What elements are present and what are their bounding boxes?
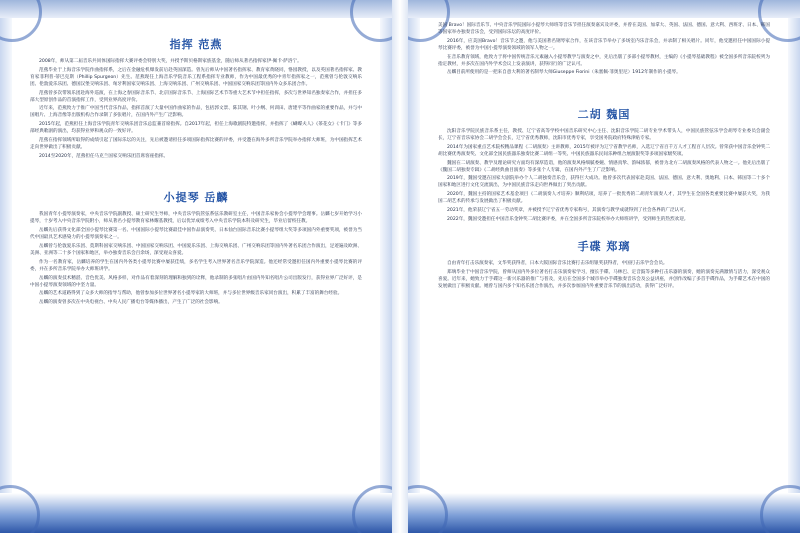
bio-paragraph: 范燕在指挥领域所取得的成绩引起了国际乐坛的关注，先后被邀请担任多项国际指挥比赛的评委，并受邀在海外多所音乐学院举办指挥大师班，为中国指挥艺术走向世界做出了积极贡献。 xyxy=(30,137,362,150)
bio-paragraph: 近年来，范燕致力于推广中国当代音乐作品，指挥首演了大量中国作曲家的作品，包括郭文景、陈其钢、叶小纲、何训田、唐建平等作曲家的重要作品，并与中国唱片、上海音像等出版机构合作录制了多张唱片，在国内外产生广泛影响。 xyxy=(30,106,362,119)
section-spacer xyxy=(30,161,362,183)
bio-paragraph: 美国 Bravo！国际音乐节、中央音乐学院国际小提琴大师班等音乐节担任演奏嘉宾及评委，并曾在美国、加拿大、英国、法国、德国、意大利、西班牙、日本、韩国等国家举办独奏音乐会，受到国际乐坛的高度评价。 xyxy=(438,23,770,36)
ornamental-border-top xyxy=(408,0,800,18)
ornamental-border-top xyxy=(0,0,392,18)
bio-paragraph: 2022年，魏国受邀担任中国音乐金钟奖二胡比赛评委，并在全国多所音乐院校举办大师班讲学，受到师生的热烈欢迎。 xyxy=(447,216,689,222)
bio-paragraph: 2016年，应美国Bravo！音乐节之邀，他与美国著名钢琴家合作，在该音乐节举办了多场室内乐音乐会，并录制了相关唱片。同年，他受邀担任中国国际小提琴比赛评委，被誉为中国小提琴演奏领域的领军人物之一。 xyxy=(438,38,770,51)
bio-paragraph: 2019年，魏国受邀在国家大剧院举办个人二胡独奏音乐会，获得巨大成功。他曾多次代表国家赴美国、法国、德国、意大利、奥地利、日本、韩国等二十多个国家和地区进行文化交流演出，为中国民族音乐走向世界做出了突出贡献。 xyxy=(438,176,770,189)
bio-paragraph: 岳麟曾与伦敦爱乐乐团、莫斯科国家交响乐团、中国国家交响乐团、中国爱乐乐团、上海交响乐团、广州交响乐团等国内外著名乐团合作演出，足迹遍及欧洲、美洲、亚洲等二十多个国家和地区，举办独奏音乐会百余场，深受观众喜爱。 xyxy=(30,243,362,257)
right-page xyxy=(408,0,800,533)
bio-paragraph: 2014年为国家重点艺术院校精品课程《二胡演奏》主讲教师，2015年被评为辽宁省教学名师，入选辽宁省百千万人才工程百人层次。曾荣获中国音乐金钟奖二胡比赛优秀演奏奖、文化部全国民族器乐独奏比赛二胡组一等奖、中国民族器乐民间乐种组合展演银奖等多项国家级奖项。 xyxy=(438,144,770,157)
section-spacer xyxy=(438,78,770,100)
bio-paragraph: 我国青年小提琴演奏家，中央音乐学院副教授、硕士研究生导师，中央音乐学院管弦系弦乐教研室主任，中国音乐家协会小提琴学会理事。岳麟七岁开始学习小提琴，十岁考入中央音乐学院附小，师从著名小提琴教育家林耀基教授，后以优异成绩考入中央音乐学院本科及研究生，毕业后留校任教。 xyxy=(30,212,362,225)
ornamental-border-bottom xyxy=(408,493,800,533)
bio-paragraph: 岳麟的艺术道路得到了众多大师的指导与帮助，他曾参加多位世界著名小提琴家的大师班，并与多位世界级音乐家同台演出，积累了丰富的舞台经验。 xyxy=(39,291,343,297)
section-spacer xyxy=(438,224,770,232)
bio-paragraph: 2015年起，范燕担任上海音乐学院青年交响乐团音乐总监兼首席指挥。自2017年起，担任上海歌剧院特邀指挥，并指挥了《蝴蝶夫人》《茶花女》《卡门》等多部经典歌剧的演出，均获得业界和观众的一致好评。 xyxy=(30,122,362,135)
bio-paragraph: 沈阳音乐学院民族音乐系主任，教授、辽宁省高等学校中国音乐研究中心主任、沈阳音乐学院二胡专业学术带头人，中国民族管弦乐学会胡琴专业委员会副会长，辽宁省音乐家协会二胡学会会长，辽宁省优秀教师，沈阳市优秀专家，享受国务院政府特殊津贴专家。 xyxy=(438,129,770,142)
section-heading-erhu: 二胡 魏国 xyxy=(577,108,631,122)
bio-paragraph: 岳麟先后获得文化部全国小提琴比赛第一名、中国国际小提琴比赛最佳中国作品演奏奖、日本仙台国际音乐比赛小提琴组大奖等多项国内外重要奖项，被誉为当代中国最具艺术感染力的小提琴演奏家之一。 xyxy=(30,228,362,241)
bio-paragraph: 岳麟的演奏曾多次在中央电视台、中央人民广播电台等媒体播出，产生了广泛的社会影响。 xyxy=(39,299,223,305)
ornamental-border-right xyxy=(788,18,800,493)
bio-paragraph: 2008年，师从第二届音乐共同体国际指挥大赛评委会特别大奖，并授予斯贝格斯家族基金，随后师从著名指挥家伊·佩卡·萨洛宁。 xyxy=(39,59,302,64)
left-page-content xyxy=(30,22,362,491)
page-gutter xyxy=(392,0,408,533)
section-heading-violin: 小提琴 岳麟 xyxy=(163,191,229,205)
ornamental-border-left xyxy=(0,18,12,493)
bio-paragraph: 魏国在二胡演奏、教学及理论研究方面均有深厚造诣，他的演奏风格细腻委婉、情感真挚、韵味浓郁，被誉为北方二胡演奏风格的代表人物之一。他先后出版了《魏国二胡独奏专辑》《二胡经典曲目演奏》等多张个人专辑，在国内外产生了广泛影响。 xyxy=(438,160,770,173)
bio-paragraph: 郑璃毕业于中国音乐学院，曾师从国内外多位著名打击乐演奏家学习，擅长手碟、马林巴、定音鼓等多种打击乐器的演奏，她的演奏充满激情与活力，深受观众喜爱。近年来，她致力于手碟这一新兴乐器的推广与普及，先后在全国多个城市举办手碟独奏音乐会及公益讲座，并创作改编了多首手碟作品，为手碟艺术在中国的发展做出了积极贡献。她曾与国内多个知名乐团合作演出，并多次参加国内外重要音乐节的演出活动，获得广泛好评。 xyxy=(438,270,770,290)
bio-paragraph: 在音乐教育领域，他致力于将中国传统音乐元素融入小提琴教学与演奏之中，先后出版了多部小提琴教材，主编的《小提琴基础教程》被全国多所音乐院校列为指定教材，并多次在国内外学术会议上发表演讲，获得同行的广泛认可。 xyxy=(438,54,770,67)
right-page-content xyxy=(438,22,770,491)
left-page xyxy=(0,0,392,533)
bio-paragraph: 岳麟的演奏技术精湛、音色优美、风格多样，对作品有着深刻的理解和独到的诠释，他录制的多张唱片由国内外知名唱片公司出版发行，获得业界广泛好评，是中国小提琴演奏领域的中坚力量。 xyxy=(30,275,362,288)
section-heading-conductor: 指挥 范燕 xyxy=(169,38,223,51)
bio-paragraph: 2020年，魏国主持的国家艺术基金项目《二胡演奏人才培养》顺利结项，培养了一批优秀的二胡青年演奏人才，其学生在全国各类重要比赛中屡获大奖，为我国二胡艺术的传承与发展做出了积极贡献。 xyxy=(438,192,770,205)
ornamental-border-bottom xyxy=(0,493,392,533)
bio-paragraph: 2021年，他荣获辽宁省五一劳动奖章，并被授予辽宁省优秀专家称号，其演奏与教学成就得到了社会各界的广泛认可。 xyxy=(447,207,689,213)
bio-paragraph: 作为一名教育家，岳麟培养的学生在国内外各类小提琴比赛中屡获佳绩，多名学生考入世界著名音乐学院深造。他还经常受邀担任国内外重要小提琴比赛的评委，并在多所音乐学院举办大师班讲学。 xyxy=(30,259,362,272)
bio-paragraph: 自由青年打击乐演奏家，文华奖获得者，日本大阪国际音乐比赛打击乐组银奖获得者，中国打击乐学会会员。 xyxy=(447,261,668,267)
bio-paragraph: 2014至2020年，范燕担任马克兰国家交响乐团首席客座指挥。 xyxy=(39,153,169,159)
ornamental-border-right xyxy=(380,18,392,493)
bio-paragraph: 范燕曾多次带领乐团赴海外巡演，在上海之春国际音乐节、北京国际音乐节、上海国际艺术节等重大艺术节中担任指挥，多次与世界知名独奏家合作，并担任多部大型原创作品的首演指挥工作，受到业界高度评价。 xyxy=(30,90,362,103)
bio-paragraph: 范燕毕业于上海音乐学院作曲指挥系，之后在金融危机爆发前后赴英国深造。曾先后师从中国著名指挥家、教育家黄晓同，恪园教授，以及英国著名指挥家、教育家菲利普·蒂巴克斯（Phillip Spurgeon）先生。范燕现任上海音乐学院音乐工程系指挥专业教师，作为中国最优秀的中青年指挥家之一，范燕曾与伦敦交响乐团、伦敦爱乐乐团、德国汉堡交响乐团、匈牙利国家交响乐团、上海交响乐团、广州交响乐团、中国国家交响乐团等国内外众多乐团合作。 xyxy=(30,67,362,87)
ornamental-border-left xyxy=(408,18,420,493)
bio-paragraph: 岳麟目前所使用的是一把来自意大利的著名制琴大师Giuseppe Fiorini（朱塞佩·菲奥里尼）1912年制作的小提琴。 xyxy=(447,70,681,76)
section-heading-handpan: 手碟 郑璃 xyxy=(577,240,631,254)
